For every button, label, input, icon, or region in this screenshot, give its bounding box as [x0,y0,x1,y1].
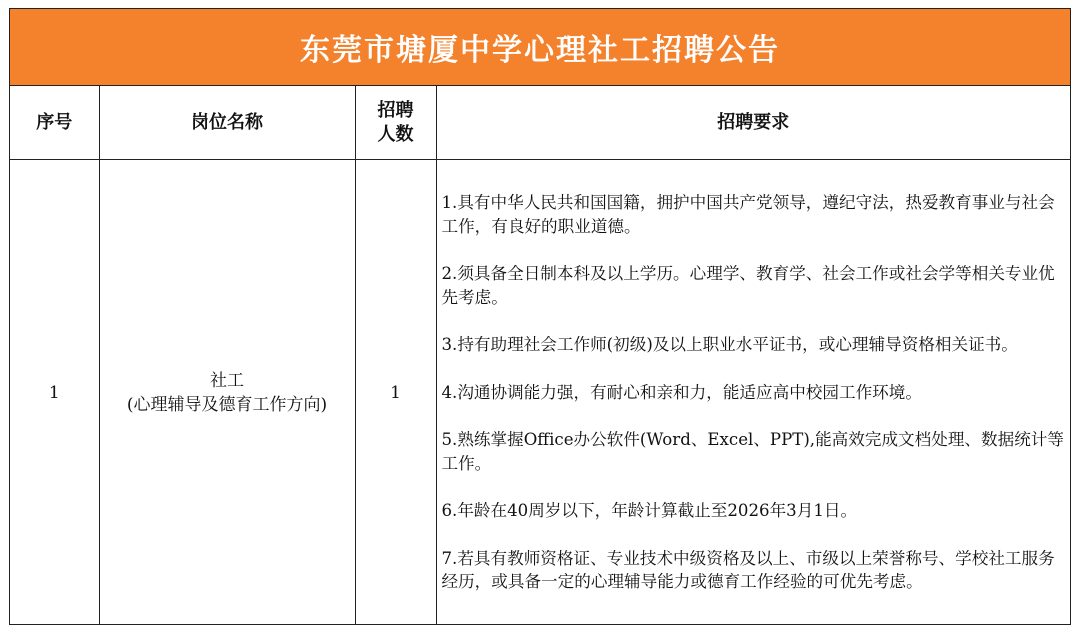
cell-position [99,160,355,626]
header-requirements: 招聘要求 [436,86,1070,160]
requirement-item: 1.具有中华人民共和国国籍，拥护中国共产党领导，遵纪守法，热爱教育事业与社会工作，有良好的职业道德。 [441,193,1055,236]
requirement-item: 3.持有助理社会工作师(初级)及以上职业水平证书，或心理辅导资格相关证书。 [441,335,1018,355]
recruitment-table [10,86,1070,625]
header-count-line1: 招聘 [377,99,414,121]
requirement-item: 5.熟练掌握Office办公软件(Word、Excel、PPT),能高效完成文档处理、数据统计等工作。 [441,430,1064,473]
position-direction: (心理辅导及德育工作方向) [126,394,328,415]
header-index: 序号 [10,86,99,160]
header-count-line2: 人数 [377,123,414,145]
cell-index: 1 [10,160,99,626]
header-position: 岗位名称 [99,86,355,160]
cell-count: 1 [355,160,436,626]
position-title: 社工 [210,370,244,391]
recruitment-notice [9,8,1071,625]
table-header-row [10,86,1070,160]
title-banner [10,9,1070,86]
page-title: 东莞市塘厦中学心理社工招聘公告 [300,33,780,68]
requirement-item: 4.沟通协调能力强，有耐心和亲和力，能适应高中校园工作环境。 [441,382,922,402]
requirement-item: 6.年龄在40周岁以下，年龄计算截止至2026年3月1日。 [441,501,858,521]
header-count [355,86,436,160]
requirement-item: 7.若具有教师资格证、专业技术中级资格及以上、市级以上荣誉称号、学校社工服务经历，或具备一定的心理辅导能力或德育工作经验的可优先考虑。 [441,548,1055,592]
table-row [10,160,1070,626]
requirement-item: 2.须具备全日制本科及以上学历。心理学、教育学、社会工作或社会学等相关专业优先考虑。 [441,264,1055,307]
cell-requirements [436,160,1070,626]
